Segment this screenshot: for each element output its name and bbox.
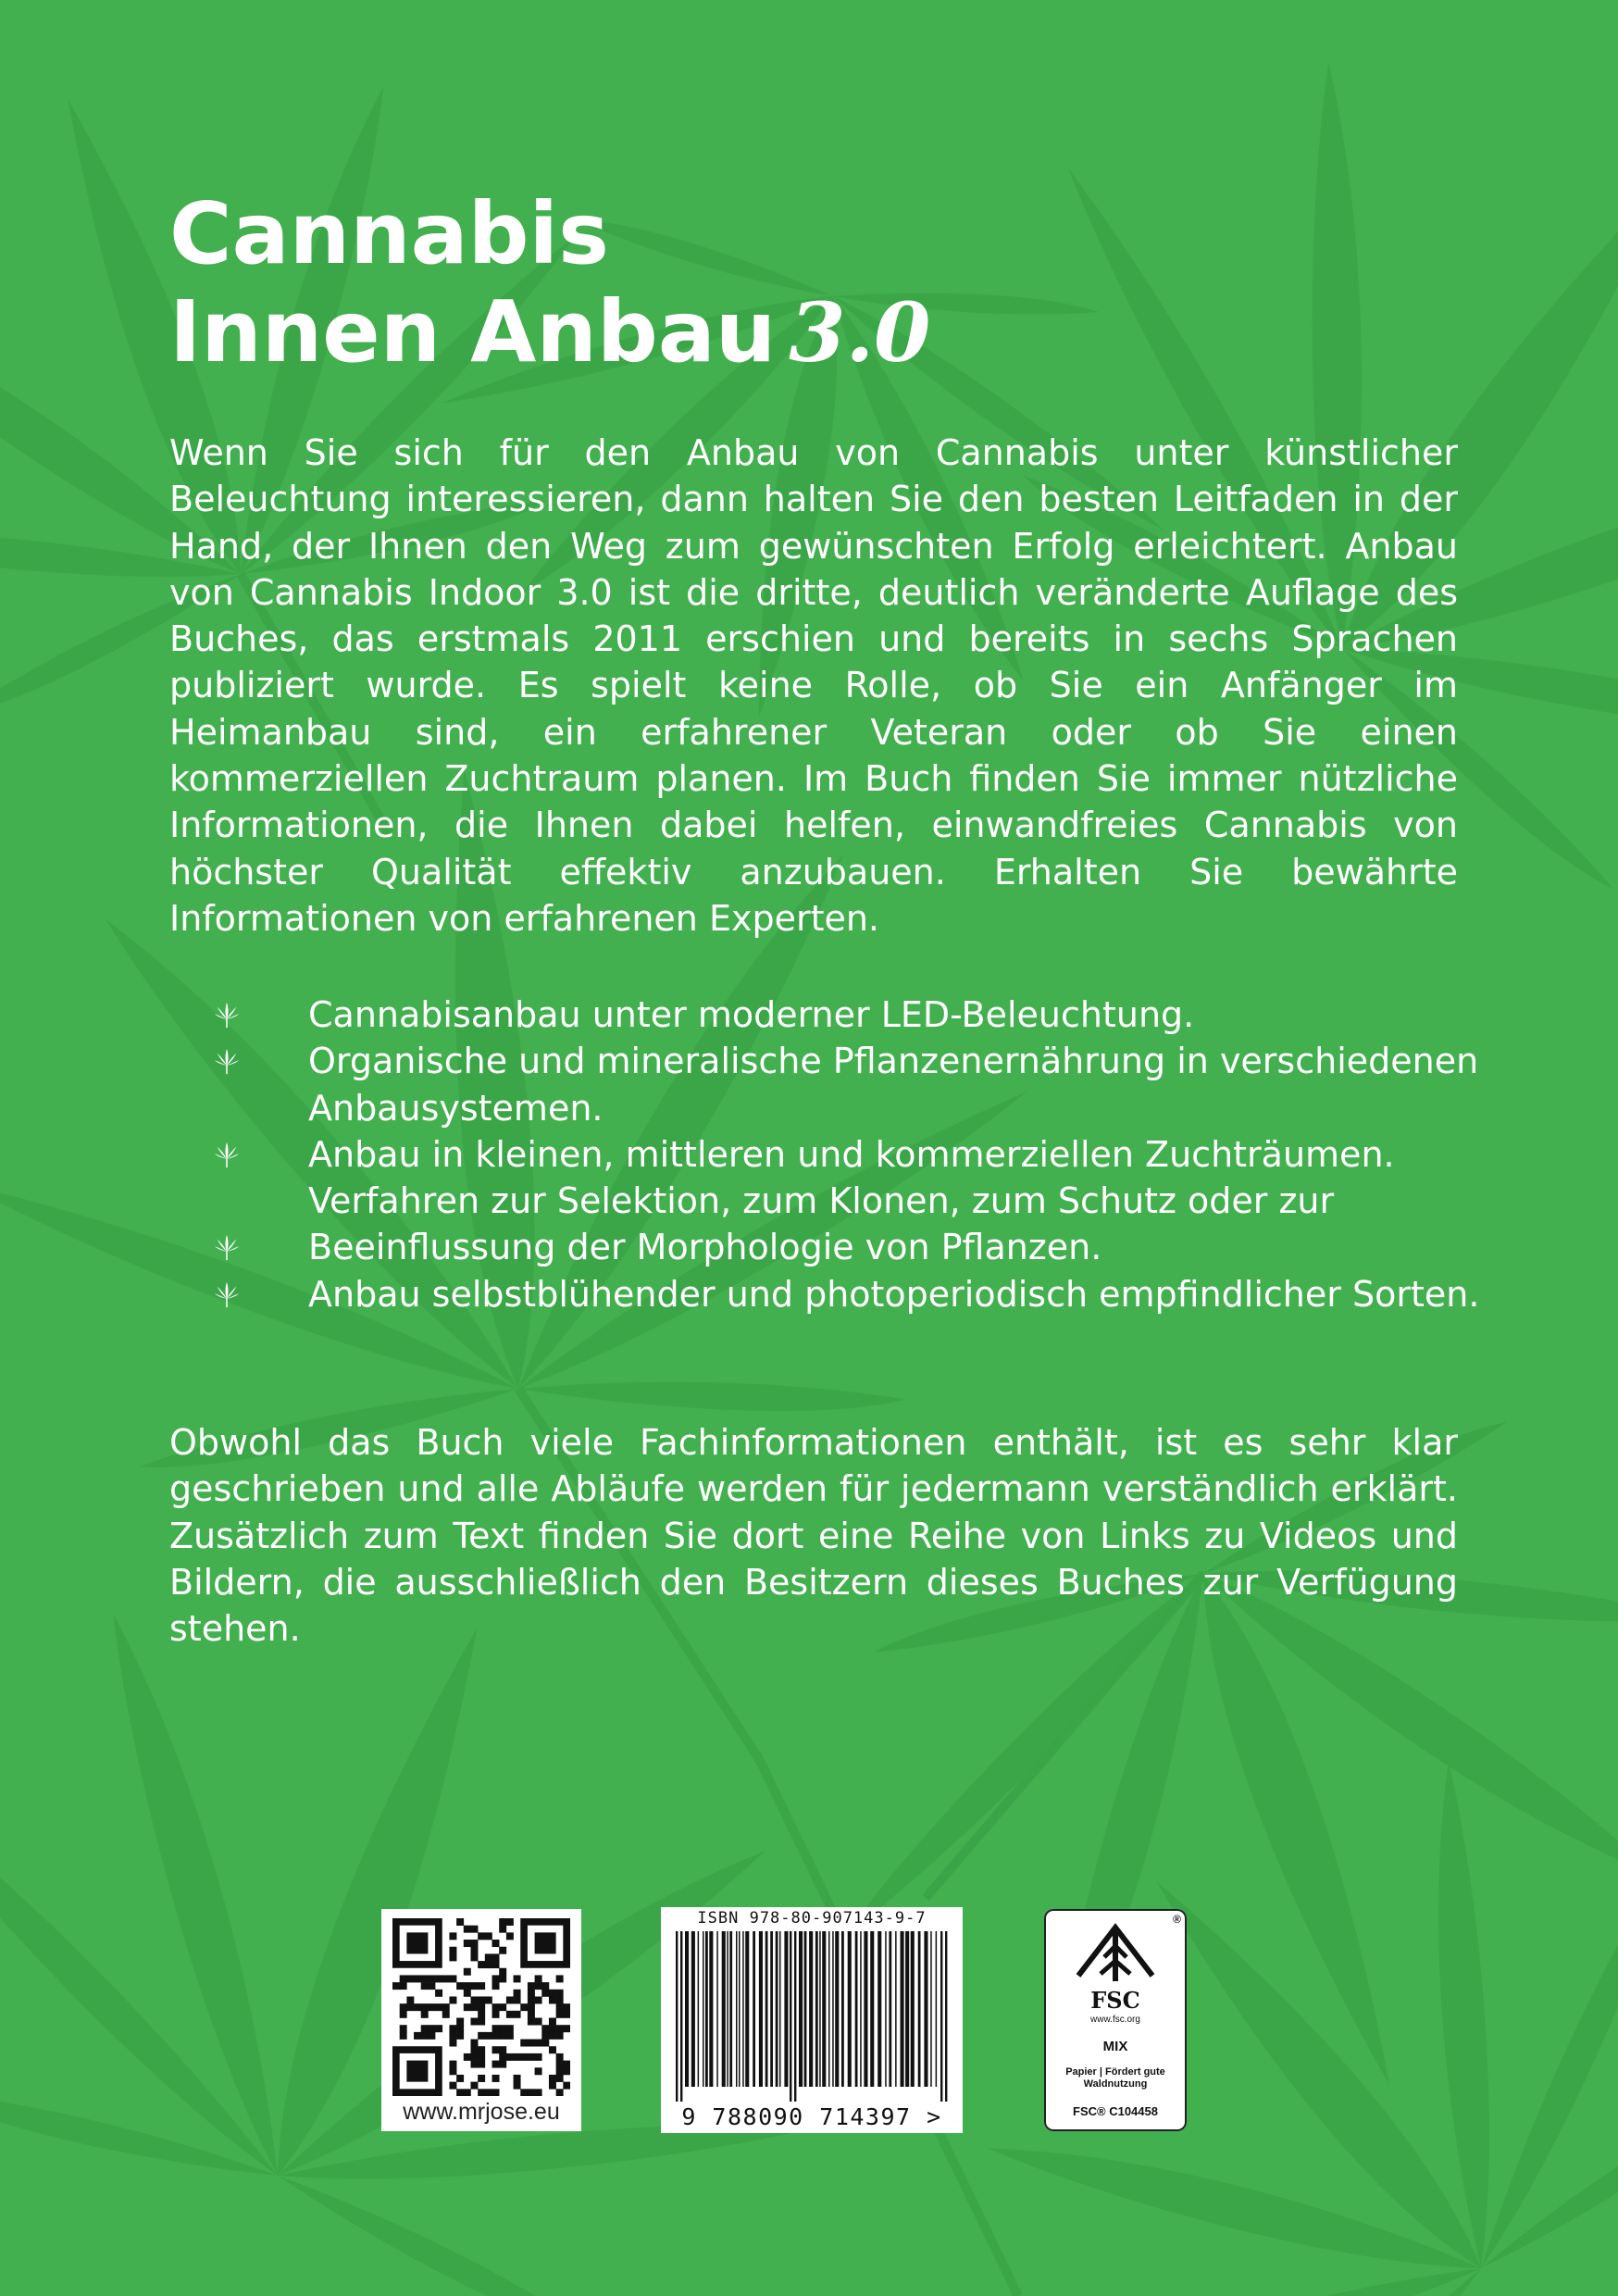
barcode (672, 1931, 952, 2102)
title-main: Innen Anbau (169, 282, 777, 381)
feature-list (213, 992, 1509, 1317)
title-version: 3.0 (789, 284, 931, 381)
qr-code (392, 1918, 570, 2096)
fsc-tree-icon (1069, 1920, 1162, 1987)
book-title (169, 185, 930, 381)
title-line-2 (169, 283, 930, 381)
fsc-url: www.fsc.org (1090, 2015, 1140, 2025)
cannabis-leaf-icon (213, 1281, 241, 1309)
isbn-number: ISBN 978-80-907143-9-7 (697, 1909, 927, 1928)
fsc-mix: MIX (1102, 2039, 1128, 2054)
fsc-description: Papier | Fördert gute Waldnutzung (1065, 2066, 1165, 2090)
fsc-registered-mark: ® (1173, 1913, 1181, 1926)
cannabis-leaf-icon (213, 1048, 241, 1076)
cannabis-leaf-icon (213, 1234, 241, 1262)
list-item-text: Organische und mineralische Pflanzenernährung in verschiedenen Anbausystemen. (308, 1041, 1479, 1129)
closing-paragraph: Obwohl das Buch viele Fachinformationen enthält, ist es sehr klar geschrieben und alle Abläufe werden für jedermann verständlich erklärt. Zusätzlich zum Text finden Sie dort eine Reihe von Links zu Videos und Bildern, die ausschließlich den Besitzern dieses Buches zur Verfügung stehen. (169, 1422, 1458, 1650)
barcode-digits: 9 788090 714397 > (681, 2103, 942, 2130)
qr-url: www.mrjose.eu (403, 2099, 560, 2125)
fsc-label (1044, 1909, 1187, 2131)
list-item (213, 1038, 1509, 1131)
cannabis-leaf-icon (213, 1002, 241, 1029)
list-item-text: Anbau in kleinen, mittleren und kommerziellen Zuchträumen. Verfahren zur Selektion, zum Klonen, zum Schutz oder zur (308, 1133, 1395, 1222)
list-item-text: Anbau selbstblühender und photoperiodisch empfindlicher Sorten. (308, 1273, 1480, 1315)
list-item (213, 1131, 1509, 1225)
isbn-barcode-block (661, 1907, 963, 2133)
fsc-name: FSC (1090, 1987, 1140, 2014)
list-item (213, 1271, 1509, 1317)
cannabis-leaf-icon (213, 1142, 241, 1169)
intro-paragraph: Wenn Sie sich für den Anbau von Cannabis unter künstlicher Beleuchtung interessieren, dann halten Sie den besten Leitfaden in der Hand, der Ihnen den Weg zum gewünschten Erfolg erleichtert. Anbau von Cannabis Indoor 3.0 ist die dritte, deutlich veränderte Auflage des Buches, das erstmals 2011 erschien und bereits in sechs Sprachen publiziert wurde. Es spielt keine Rolle, ob Sie ein Anfänger im Heimanbau sind, ein erfahrener Veteran oder ob Sie einen kommerziellen Zuchtraum planen. Im Buch finden Sie immer nützliche Informationen, die Ihnen dabei helfen, einwandfreies Cannabis von höchster Qualität effektiv anzubauen. Erhalten Sie bewährte Informationen von erfahrenen Experten. (169, 432, 1458, 939)
list-item (213, 992, 1509, 1038)
list-item-text: Beeinflussung der Morphologie von Pflanzen. (308, 1227, 1102, 1268)
list-item-text: Cannabisanbau unter moderner LED-Beleuchtung. (308, 994, 1195, 1035)
qr-code-block (381, 1909, 581, 2131)
list-item (213, 1224, 1509, 1270)
title-line-1: Cannabis (169, 184, 609, 283)
fsc-code: FSC® C104458 (1073, 2104, 1158, 2118)
